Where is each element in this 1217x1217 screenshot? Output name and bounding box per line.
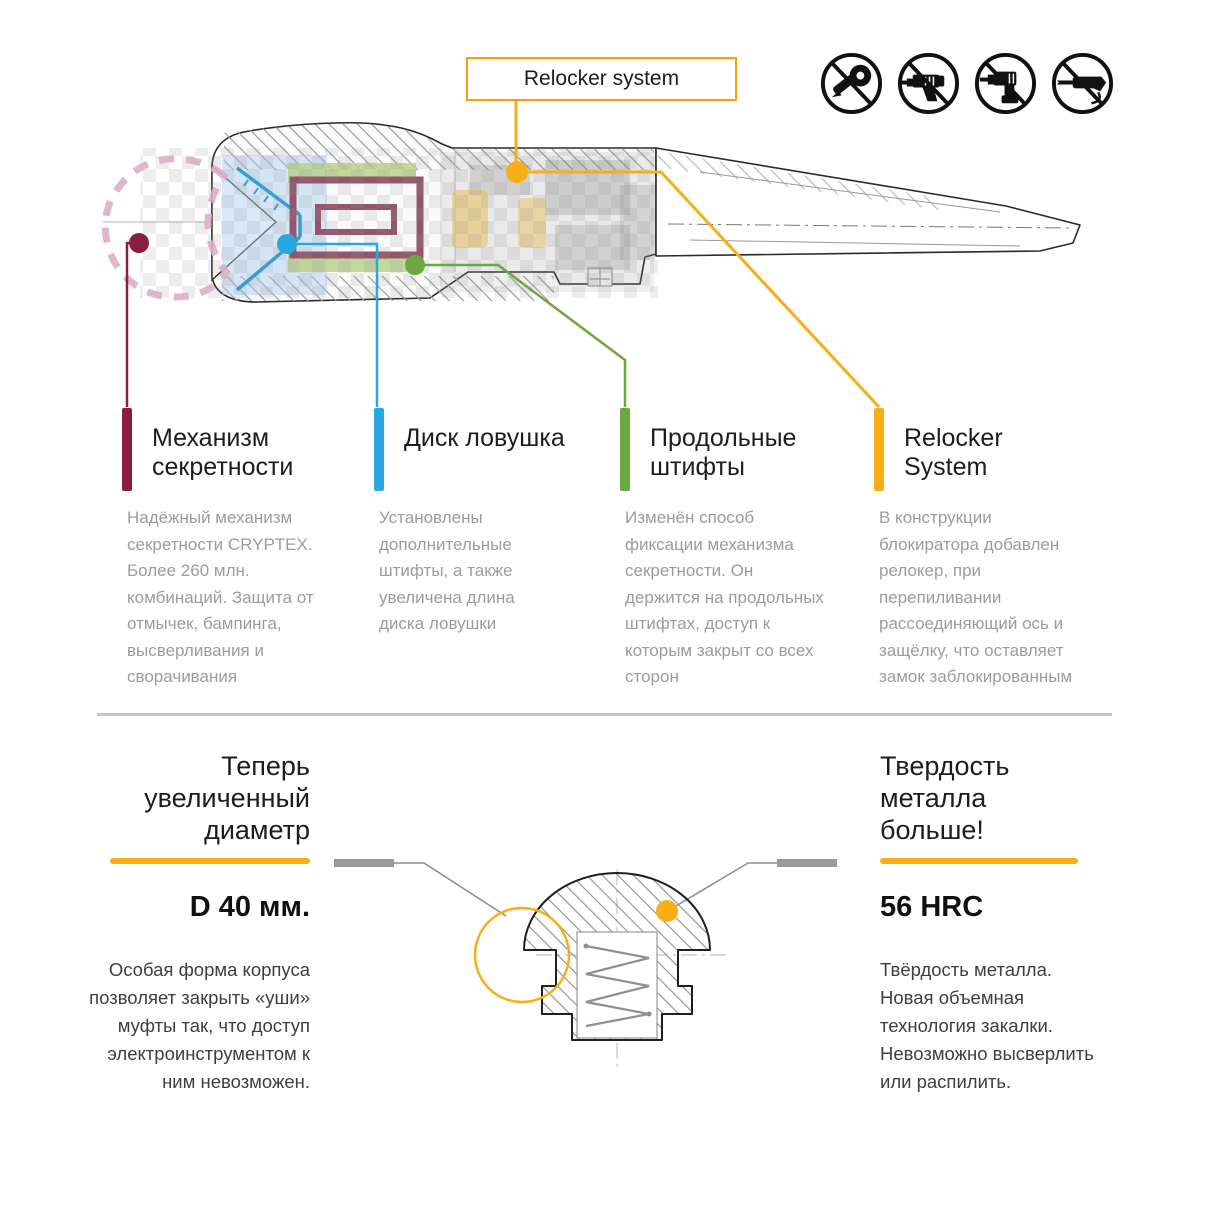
diameter-value: D 40 мм. [189, 891, 310, 923]
feature-description: Установлены дополнительные штифты, а также увеличена длина диска ловушки [379, 508, 515, 633]
prohibition-icons-row [818, 50, 1116, 117]
diameter-heading: Теперь увеличенный диаметр [144, 751, 310, 845]
feature-accent-bar [374, 408, 384, 491]
hardness-value: 56 HRC [880, 891, 984, 923]
feature-secrecy-mechanism [122, 408, 332, 698]
no-angle-grinder-icon [818, 50, 885, 117]
spring-cavity [577, 932, 657, 1038]
latch-blade [656, 148, 1080, 256]
highlight-circle [475, 908, 569, 1002]
feature-description: Изменён способ фиксации механизма секретности. Он держится на продольных штифтах, доступ к которым закрыт со всех сторон [625, 508, 824, 686]
feature-description: В конструкции блокиратора добавлен релокер, при перепиливании рассоединяющий ось и защёлку, что оставляет замок заблокированным [879, 508, 1073, 686]
feature-title: Механизм секретности [152, 424, 294, 481]
feature-longitudinal-pins [620, 408, 855, 698]
feature-relocker-system [874, 408, 1099, 698]
hardness-accent-underline [880, 858, 1078, 864]
no-reciprocating-saw-icon [1049, 50, 1116, 117]
feature-accent-bar [620, 408, 630, 491]
left-leader-line [394, 863, 506, 916]
right-reference-bar [777, 859, 837, 867]
diameter-description: Особая форма корпуса позволяет закрыть «уши» муфты так, что доступ электроинструментом к ним невозможен. [89, 959, 310, 1092]
feature-accent-bar [874, 408, 884, 491]
no-drill-icon [895, 50, 962, 117]
feature-title: Продольные штифты [650, 424, 797, 481]
feature-disc-trap [374, 408, 584, 698]
left-reference-bar [334, 859, 394, 867]
feature-description: Надёжный механизм секретности CRYPTEX. Более 260 млн. комбинаций. Защита от отмычек, бампинга, высверливания и сворачивания [127, 508, 314, 686]
hardness-heading: Твердость металла больше! [880, 751, 1010, 845]
relocker-system-label: Relocker system [466, 57, 737, 101]
feature-accent-bar [122, 408, 132, 491]
highlight-dot [656, 900, 678, 922]
feature-title: Relocker System [904, 424, 1003, 481]
section-divider [97, 713, 1112, 716]
pin-cross-section-diagram [325, 848, 840, 1078]
hardness-description: Твёрдость металла. Новая объемная технология закалки. Невозможно высверлить или распилить. [880, 959, 1094, 1092]
no-hammer-drill-icon [972, 50, 1039, 117]
feature-title: Диск ловушка [404, 424, 565, 452]
diameter-accent-underline [110, 858, 310, 864]
